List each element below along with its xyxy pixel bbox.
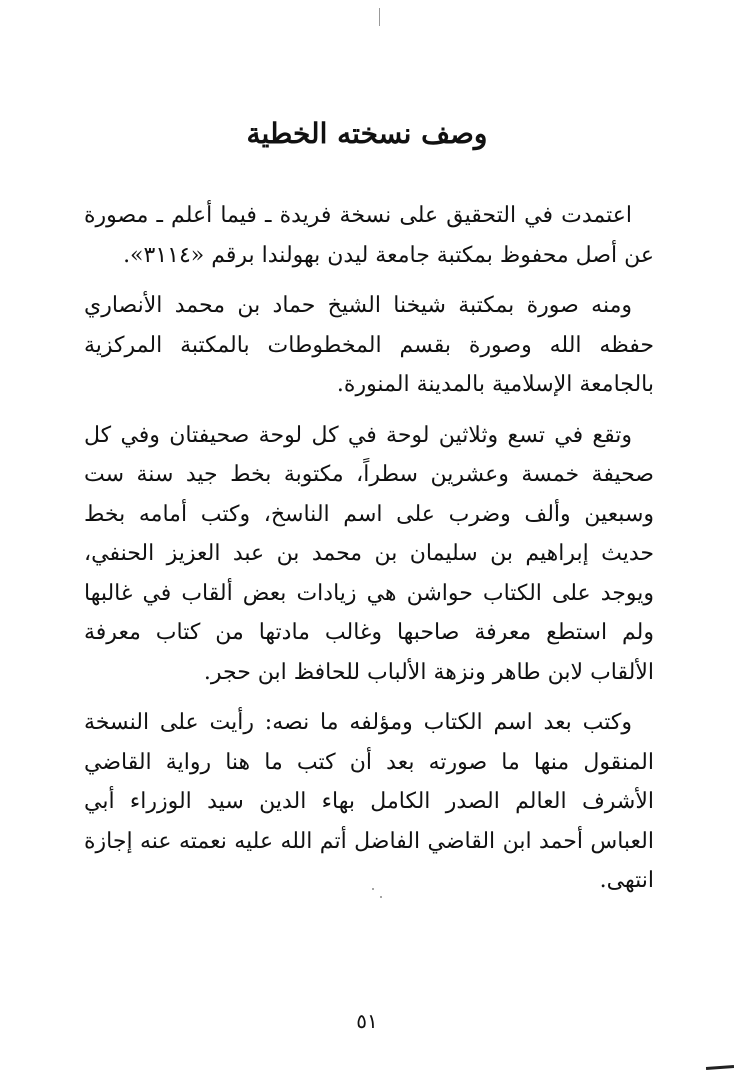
paragraph-1: اعتمدت في التحقيق على نسخة فريدة ـ فيما أعلم ـ مصورة عن أصل محفوظ بمكتبة جامعة ليدن بهولندا برقم «٣١١٤».: [84, 203, 654, 268]
scan-speck: [380, 896, 382, 898]
page-number: ٥١: [356, 1009, 378, 1033]
scan-mark-top: [379, 8, 380, 26]
paragraph-2: ومنه صورة بمكتبة شيخنا الشيخ حماد بن محمد الأنصاري حفظه الله وصورة بقسم المخطوطات بالمكتبة المركزية بالجامعة الإسلامية بالمدينة المنورة.: [84, 293, 654, 397]
page-title: وصف نسخته الخطية: [246, 117, 488, 150]
paragraph-4: وكتب بعد اسم الكتاب ومؤلفه ما نصه: رأيت على النسخة المنقول منها ما صورته بعد أن كتب ما هنا رواية القاضي الأشرف العالم الصدر الكامل بهاء الدين سيد الوزراء أبي العباس أحمد ابن القاضي الفاضل أتم الله عليه نعمته عنه إجازة انتهى.: [84, 710, 654, 893]
scan-speck: [372, 888, 374, 890]
scan-mark-bottom: [706, 1065, 734, 1070]
body-text: [84, 196, 654, 912]
paragraph-3: وتقع في تسع وثلاثين لوحة في كل لوحة صحيفتان وفي كل صحيفة خمسة وعشرين سطراً، مكتوبة بخط جيد سنة ست وسبعين وألف وضرب على اسم الناسخ، وكتب أمامه بخط حديث إبراهيم بن سليمان بن محمد بن عبد العزيز الحنفي، ويوجد على الكتاب حواشن هي زيادات بعض ألقاب في غالبها ولم استطع معرفة صاحبها وغالب مادتها من كتاب معرفة الألقاب لابن طاهر ونزهة الألباب للحافظ ابن حجر.: [84, 422, 654, 685]
